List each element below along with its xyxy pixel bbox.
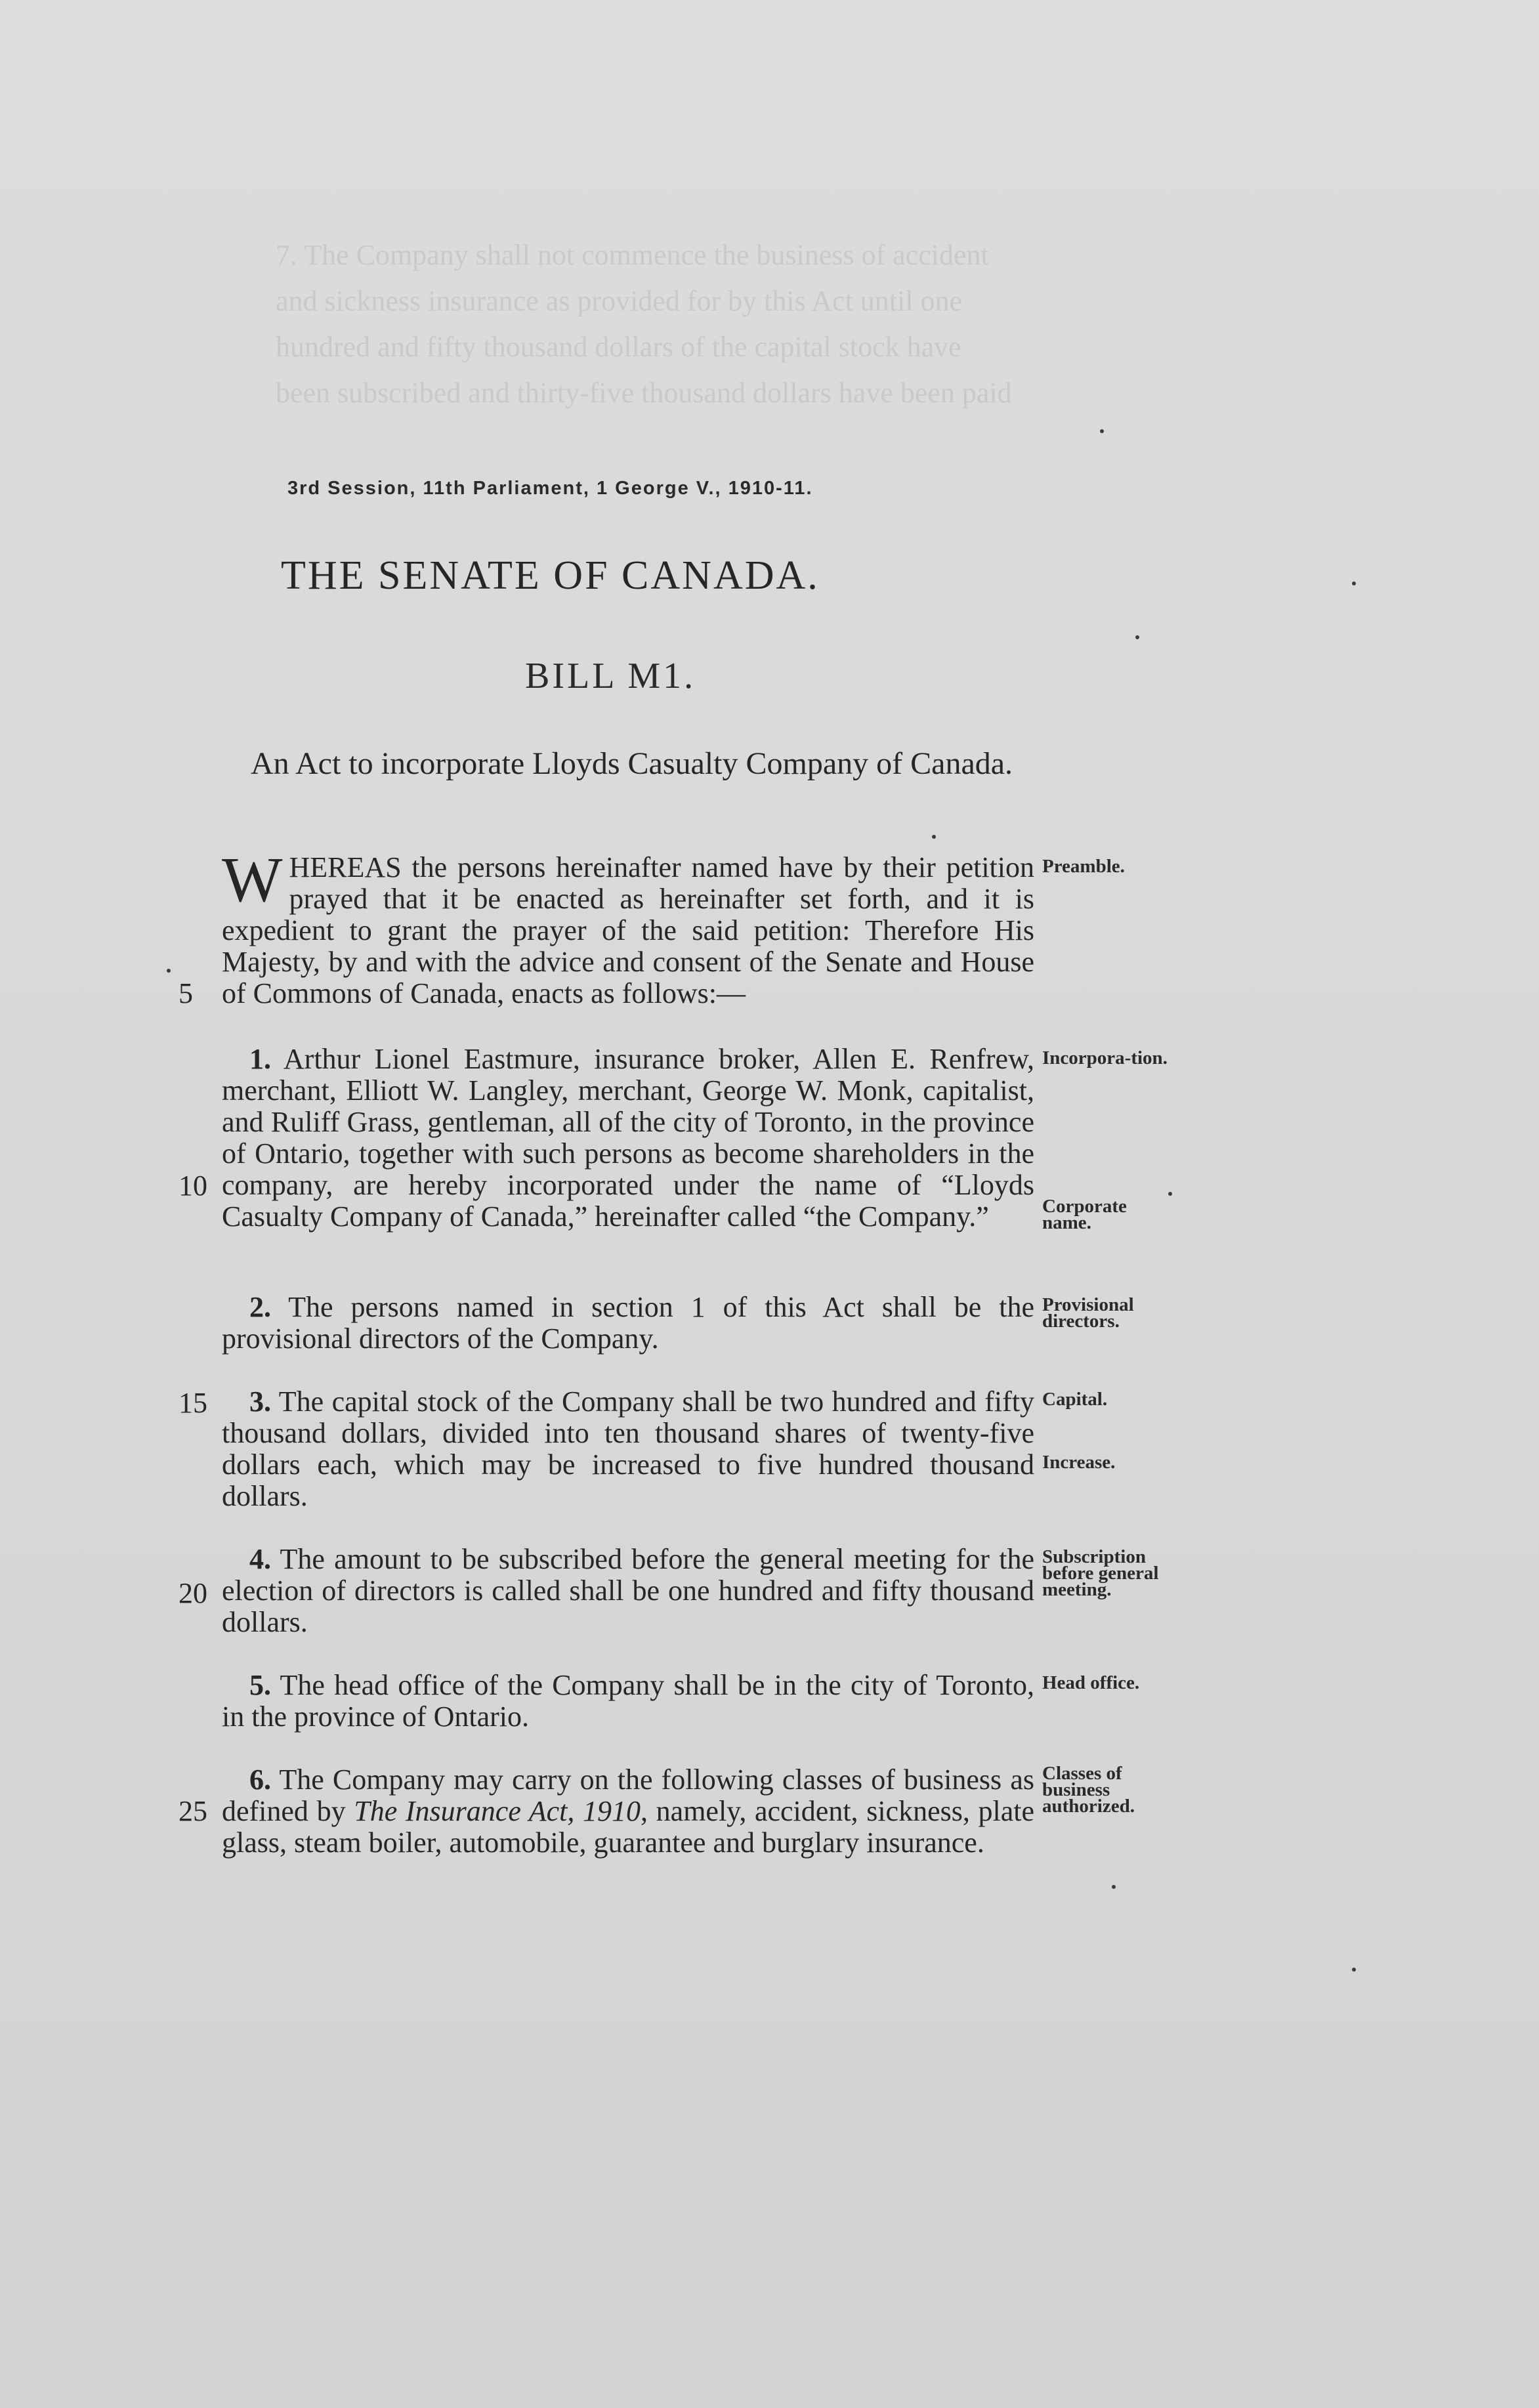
preamble-text: HEREAS the persons hereinafter named have by their petition prayed that it be enacted as hereinafter set forth, and it is expedient to grant the prayer of the said petition: Therefore His Majesty, by and with the advice and consent of the Senate and House of Commons of Canada, enacts as follows:— (222, 851, 1034, 1009)
section-6 (222, 1764, 1034, 1859)
scan-speck (1100, 429, 1104, 433)
margin-note-head-office: Head office. (1042, 1672, 1140, 1693)
section-number: 1. (249, 1043, 271, 1075)
section-number: 2. (249, 1291, 271, 1323)
margin-note-capital: Capital. (1042, 1389, 1108, 1410)
section-3 (222, 1386, 1034, 1512)
scan-speck (1352, 581, 1356, 585)
statute-reference: The Insurance Act, 1910 (354, 1795, 641, 1827)
section-text: The capital stock of the Company shall be two hundred and fifty thousand dollars, divided into ten thousand shares of twenty-five dollars each, which may be increased to five hundred thousand dollars. (222, 1385, 1034, 1512)
section-number: 5. (249, 1669, 271, 1701)
line-number: 10 (179, 1170, 207, 1202)
section-2 (222, 1292, 1034, 1355)
section-text: The Company may carry on the following classes of business as defined by (222, 1764, 1034, 1827)
margin-note-preamble: Preamble. (1042, 856, 1125, 877)
margin-note-increase: Increase. (1042, 1452, 1116, 1473)
bleed-through-text: been subscribed and thirty-five thousand dollars have been paid (276, 377, 1012, 409)
section-text: , namely, accident, sickness, plate glass, steam boiler, automobile, guarantee and burglary insurance. (222, 1795, 1035, 1859)
margin-note-subscription: Subscription before general meeting. (1042, 1546, 1159, 1600)
preamble-paragraph (222, 845, 1034, 1009)
bill-title: BILL M1. (525, 656, 696, 696)
bleed-through-text: and sickness insurance as provided for by this Act until one (276, 285, 963, 317)
section-number: 6. (249, 1764, 271, 1796)
margin-note-provisional-directors: Provisional directors. (1042, 1294, 1134, 1332)
line-number: 20 (179, 1577, 207, 1609)
section-text: The head office of the Company shall be in the city of Toronto, in the province of Ontario. (222, 1669, 1034, 1733)
act-subtitle: An Act to incorporate Lloyds Casualty Company of Canada. (250, 746, 1013, 781)
bleed-through-text: 7. The Company shall not commence the business of accident (276, 239, 989, 271)
bleed-through-text: hundred and fifty thousand dollars of the capital stock have (276, 331, 961, 363)
line-number: 25 (179, 1795, 207, 1827)
scan-speck (1168, 1192, 1172, 1196)
section-number: 3. (249, 1385, 271, 1418)
scan-speck (932, 835, 936, 839)
senate-title: THE SENATE OF CANADA. (281, 553, 820, 598)
section-1 (222, 1044, 1034, 1233)
section-5 (222, 1670, 1034, 1733)
scan-speck (167, 969, 171, 973)
line-number: 15 (179, 1387, 207, 1419)
dropcap-letter: W (222, 845, 283, 916)
session-line: 3rd Session, 11th Parliament, 1 George V., 1910-11. (287, 478, 813, 499)
section-number: 4. (249, 1543, 271, 1575)
section-text: Arthur Lionel Eastmure, insurance broker, Allen E. Renfrew, merchant, Elliott W. Langley, merchant, George W. Monk, capitalist, and Ruliff Grass, gentleman, all of the city of Toronto, in the province of Ontario, together with such persons as become shareholders in the company, are hereby incorporated under the name of “Lloyds Casualty Company of Canada,” hereinafter called “the Company.” (222, 1043, 1035, 1233)
section-4 (222, 1544, 1034, 1638)
line-number: 5 (179, 977, 193, 1009)
margin-note-classes: Classes of business authorized. (1042, 1763, 1135, 1817)
scan-speck (1352, 1968, 1356, 1972)
section-text: The amount to be subscribed before the general meeting for the election of directors is called shall be one hundred and fifty thousand dollars. (222, 1543, 1034, 1638)
scan-speck (1135, 635, 1139, 639)
margin-note-incorporation: Incorpora-tion. (1042, 1047, 1168, 1068)
section-text: The persons named in section 1 of this Act shall be the provisional directors of the Company. (222, 1291, 1034, 1355)
scan-speck (1112, 1885, 1116, 1889)
margin-note-corporate-name: Corporate name. (1042, 1196, 1127, 1233)
